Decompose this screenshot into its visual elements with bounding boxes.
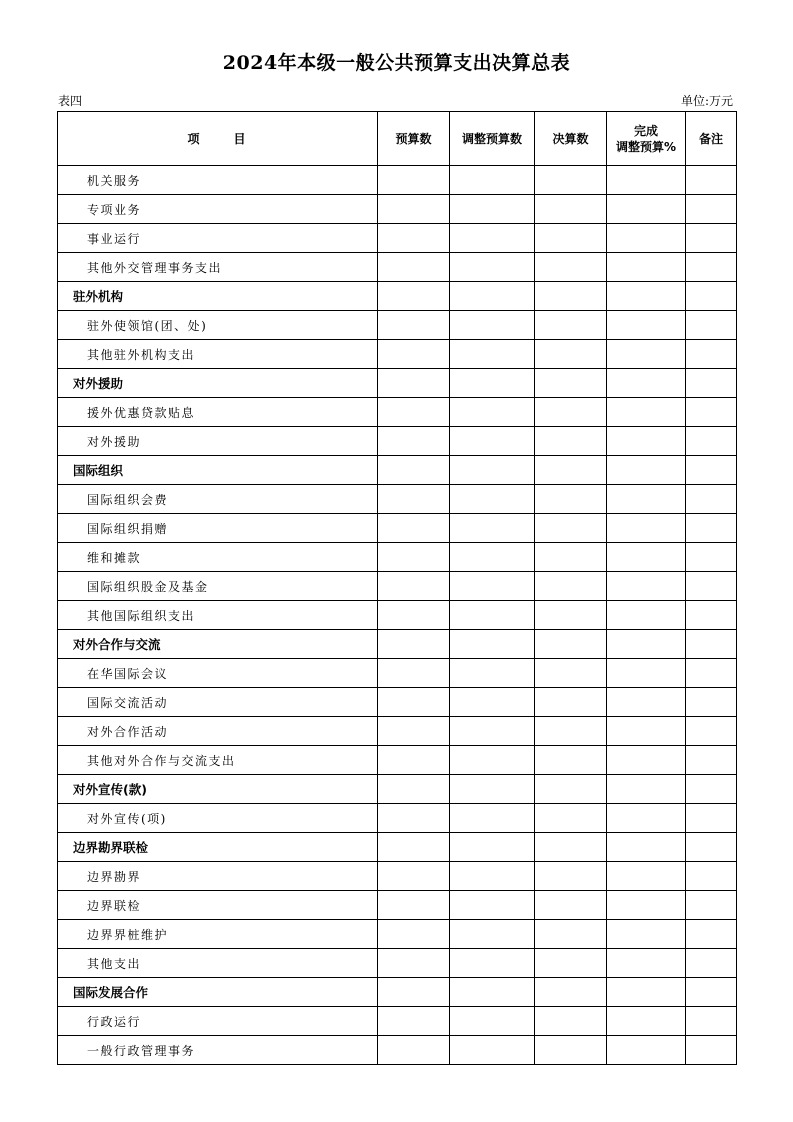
- completion-rate-cell: [607, 601, 686, 630]
- page-title: 2024年本级一般公共预算支出决算总表: [222, 52, 571, 74]
- final-account-cell: [535, 659, 607, 688]
- completion-rate-cell: [607, 746, 686, 775]
- final-account-cell: [535, 1007, 607, 1036]
- header-final-account: 决算数: [535, 112, 607, 166]
- category-cell: 对外宣传(款): [58, 775, 378, 804]
- completion-rate-cell: [607, 775, 686, 804]
- final-account-cell: [535, 427, 607, 456]
- final-account-cell: [535, 340, 607, 369]
- adjusted-budget-cell: [450, 195, 535, 224]
- adjusted-budget-cell: [450, 688, 535, 717]
- remark-cell: [686, 166, 737, 195]
- budget-cell: [378, 891, 450, 920]
- completion-rate-cell: [607, 398, 686, 427]
- adjusted-budget-cell: [450, 514, 535, 543]
- adjusted-budget-cell: [450, 311, 535, 340]
- item-cell: 其他支出: [58, 949, 378, 978]
- budget-cell: [378, 166, 450, 195]
- final-account-cell: [535, 485, 607, 514]
- final-account-cell: [535, 166, 607, 195]
- final-account-cell: [535, 717, 607, 746]
- table-label: 表四: [58, 94, 83, 108]
- table-row: [58, 688, 737, 717]
- budget-cell: [378, 456, 450, 485]
- completion-rate-cell: [607, 630, 686, 659]
- table-row: [58, 572, 737, 601]
- adjusted-budget-cell: [450, 224, 535, 253]
- adjusted-budget-cell: [450, 891, 535, 920]
- item-cell: 对外援助: [58, 427, 378, 456]
- remark-cell: [686, 630, 737, 659]
- remark-cell: [686, 1007, 737, 1036]
- table-row: [58, 282, 737, 311]
- budget-cell: [378, 659, 450, 688]
- category-cell: 边界勘界联检: [58, 833, 378, 862]
- remark-cell: [686, 543, 737, 572]
- adjusted-budget-cell: [450, 775, 535, 804]
- completion-rate-cell: [607, 1007, 686, 1036]
- remark-cell: [686, 572, 737, 601]
- item-cell: 边界联检: [58, 891, 378, 920]
- remark-cell: [686, 369, 737, 398]
- final-account-cell: [535, 920, 607, 949]
- budget-cell: [378, 804, 450, 833]
- budget-cell: [378, 833, 450, 862]
- adjusted-budget-cell: [450, 920, 535, 949]
- completion-rate-cell: [607, 340, 686, 369]
- remark-cell: [686, 253, 737, 282]
- budget-cell: [378, 253, 450, 282]
- completion-rate-cell: [607, 166, 686, 195]
- completion-rate-cell: [607, 891, 686, 920]
- table-row: [58, 340, 737, 369]
- item-cell: 专项业务: [58, 195, 378, 224]
- item-cell: 其他驻外机构支出: [58, 340, 378, 369]
- remark-cell: [686, 688, 737, 717]
- header-adjusted-budget: 调整预算数: [450, 112, 535, 166]
- final-account-cell: [535, 543, 607, 572]
- remark-cell: [686, 601, 737, 630]
- header-budget: 预算数: [378, 112, 450, 166]
- remark-cell: [686, 891, 737, 920]
- budget-cell: [378, 485, 450, 514]
- completion-rate-cell: [607, 369, 686, 398]
- remark-cell: [686, 282, 737, 311]
- item-cell: 一般行政管理事务: [58, 1036, 378, 1065]
- final-account-cell: [535, 630, 607, 659]
- budget-table: [57, 111, 737, 1065]
- budget-cell: [378, 688, 450, 717]
- remark-cell: [686, 514, 737, 543]
- category-cell: 对外合作与交流: [58, 630, 378, 659]
- table-row: [58, 775, 737, 804]
- budget-cell: [378, 369, 450, 398]
- budget-cell: [378, 340, 450, 369]
- table-row: [58, 659, 737, 688]
- table-row: [58, 543, 737, 572]
- table-row: [58, 166, 737, 195]
- final-account-cell: [535, 775, 607, 804]
- completion-rate-cell: [607, 833, 686, 862]
- item-cell: 国际组织会费: [58, 485, 378, 514]
- budget-cell: [378, 1036, 450, 1065]
- table-row: [58, 891, 737, 920]
- table-row: [58, 485, 737, 514]
- adjusted-budget-cell: [450, 427, 535, 456]
- remark-cell: [686, 833, 737, 862]
- category-cell: 国际组织: [58, 456, 378, 485]
- budget-cell: [378, 601, 450, 630]
- completion-rate-cell: [607, 688, 686, 717]
- final-account-cell: [535, 949, 607, 978]
- completion-rate-cell: [607, 804, 686, 833]
- completion-rate-cell: [607, 543, 686, 572]
- table-row: [58, 1007, 737, 1036]
- adjusted-budget-cell: [450, 369, 535, 398]
- item-cell: 对外宣传(项): [58, 804, 378, 833]
- budget-cell: [378, 920, 450, 949]
- header-remark: 备注: [686, 112, 737, 166]
- budget-cell: [378, 398, 450, 427]
- adjusted-budget-cell: [450, 398, 535, 427]
- final-account-cell: [535, 398, 607, 427]
- adjusted-budget-cell: [450, 572, 535, 601]
- table-row: [58, 862, 737, 891]
- final-account-cell: [535, 891, 607, 920]
- final-account-cell: [535, 746, 607, 775]
- category-cell: 驻外机构: [58, 282, 378, 311]
- item-cell: 国际组织捐赠: [58, 514, 378, 543]
- adjusted-budget-cell: [450, 456, 535, 485]
- table-header-row: [58, 112, 737, 166]
- table-row: [58, 195, 737, 224]
- budget-cell: [378, 978, 450, 1007]
- final-account-cell: [535, 514, 607, 543]
- budget-cell: [378, 775, 450, 804]
- remark-cell: [686, 311, 737, 340]
- table-row: [58, 717, 737, 746]
- table-row: [58, 224, 737, 253]
- remark-cell: [686, 195, 737, 224]
- category-cell: 国际发展合作: [58, 978, 378, 1007]
- table-row: [58, 311, 737, 340]
- final-account-cell: [535, 1036, 607, 1065]
- budget-cell: [378, 514, 450, 543]
- item-cell: 其他外交管理事务支出: [58, 253, 378, 282]
- remark-cell: [686, 717, 737, 746]
- adjusted-budget-cell: [450, 659, 535, 688]
- adjusted-budget-cell: [450, 746, 535, 775]
- final-account-cell: [535, 833, 607, 862]
- completion-rate-cell: [607, 456, 686, 485]
- table-row: [58, 1036, 737, 1065]
- item-cell: 边界界桩维护: [58, 920, 378, 949]
- remark-cell: [686, 224, 737, 253]
- final-account-cell: [535, 224, 607, 253]
- item-cell: 事业运行: [58, 224, 378, 253]
- completion-rate-cell: [607, 195, 686, 224]
- item-cell: 国际交流活动: [58, 688, 378, 717]
- header-completion-rate: 完成 调整预算%: [607, 112, 686, 166]
- adjusted-budget-cell: [450, 804, 535, 833]
- adjusted-budget-cell: [450, 717, 535, 746]
- final-account-cell: [535, 572, 607, 601]
- adjusted-budget-cell: [450, 543, 535, 572]
- table-row: [58, 398, 737, 427]
- completion-rate-cell: [607, 1036, 686, 1065]
- adjusted-budget-cell: [450, 1036, 535, 1065]
- completion-rate-cell: [607, 717, 686, 746]
- budget-cell: [378, 195, 450, 224]
- remark-cell: [686, 978, 737, 1007]
- item-cell: 国际组织股金及基金: [58, 572, 378, 601]
- remark-cell: [686, 427, 737, 456]
- completion-rate-cell: [607, 572, 686, 601]
- adjusted-budget-cell: [450, 485, 535, 514]
- budget-cell: [378, 949, 450, 978]
- remark-cell: [686, 1036, 737, 1065]
- completion-rate-cell: [607, 949, 686, 978]
- final-account-cell: [535, 282, 607, 311]
- item-cell: 行政运行: [58, 1007, 378, 1036]
- completion-rate-cell: [607, 514, 686, 543]
- category-cell: 对外援助: [58, 369, 378, 398]
- remark-cell: [686, 659, 737, 688]
- completion-rate-cell: [607, 311, 686, 340]
- remark-cell: [686, 485, 737, 514]
- budget-cell: [378, 746, 450, 775]
- adjusted-budget-cell: [450, 949, 535, 978]
- table-row: [58, 804, 737, 833]
- budget-cell: [378, 572, 450, 601]
- table-body: [58, 166, 737, 1065]
- completion-rate-cell: [607, 659, 686, 688]
- table-row: [58, 920, 737, 949]
- adjusted-budget-cell: [450, 630, 535, 659]
- final-account-cell: [535, 688, 607, 717]
- completion-rate-cell: [607, 978, 686, 1007]
- table-row: [58, 949, 737, 978]
- final-account-cell: [535, 195, 607, 224]
- adjusted-budget-cell: [450, 166, 535, 195]
- table-row: [58, 978, 737, 1007]
- final-account-cell: [535, 369, 607, 398]
- unit-label: 单位:万元: [680, 94, 733, 108]
- final-account-cell: [535, 456, 607, 485]
- budget-cell: [378, 717, 450, 746]
- completion-rate-cell: [607, 920, 686, 949]
- remark-cell: [686, 340, 737, 369]
- adjusted-budget-cell: [450, 833, 535, 862]
- item-cell: 维和摊款: [58, 543, 378, 572]
- remark-cell: [686, 804, 737, 833]
- final-account-cell: [535, 311, 607, 340]
- item-cell: 边界勘界: [58, 862, 378, 891]
- table-row: [58, 427, 737, 456]
- item-cell: 驻外使领馆(团、处): [58, 311, 378, 340]
- adjusted-budget-cell: [450, 601, 535, 630]
- table-row: [58, 369, 737, 398]
- adjusted-budget-cell: [450, 282, 535, 311]
- adjusted-budget-cell: [450, 978, 535, 1007]
- remark-cell: [686, 949, 737, 978]
- remark-cell: [686, 862, 737, 891]
- adjusted-budget-cell: [450, 253, 535, 282]
- item-cell: 其他国际组织支出: [58, 601, 378, 630]
- item-cell: 机关服务: [58, 166, 378, 195]
- budget-cell: [378, 1007, 450, 1036]
- table-row: [58, 456, 737, 485]
- remark-cell: [686, 775, 737, 804]
- budget-cell: [378, 427, 450, 456]
- item-cell: 其他对外合作与交流支出: [58, 746, 378, 775]
- remark-cell: [686, 920, 737, 949]
- completion-rate-cell: [607, 253, 686, 282]
- completion-rate-cell: [607, 282, 686, 311]
- table-row: [58, 253, 737, 282]
- table-row: [58, 630, 737, 659]
- completion-rate-cell: [607, 224, 686, 253]
- budget-cell: [378, 282, 450, 311]
- item-cell: 对外合作活动: [58, 717, 378, 746]
- final-account-cell: [535, 253, 607, 282]
- table-row: [58, 833, 737, 862]
- final-account-cell: [535, 804, 607, 833]
- table-row: [58, 514, 737, 543]
- completion-rate-cell: [607, 427, 686, 456]
- item-cell: 援外优惠贷款贴息: [58, 398, 378, 427]
- final-account-cell: [535, 601, 607, 630]
- adjusted-budget-cell: [450, 1007, 535, 1036]
- budget-cell: [378, 543, 450, 572]
- budget-cell: [378, 630, 450, 659]
- remark-cell: [686, 398, 737, 427]
- table-row: [58, 601, 737, 630]
- remark-cell: [686, 456, 737, 485]
- final-account-cell: [535, 862, 607, 891]
- completion-rate-cell: [607, 862, 686, 891]
- item-cell: 在华国际会议: [58, 659, 378, 688]
- completion-rate-cell: [607, 485, 686, 514]
- final-account-cell: [535, 978, 607, 1007]
- table-row: [58, 746, 737, 775]
- budget-cell: [378, 224, 450, 253]
- remark-cell: [686, 746, 737, 775]
- header-item: 项 目: [58, 112, 378, 166]
- budget-cell: [378, 311, 450, 340]
- adjusted-budget-cell: [450, 862, 535, 891]
- adjusted-budget-cell: [450, 340, 535, 369]
- budget-cell: [378, 862, 450, 891]
